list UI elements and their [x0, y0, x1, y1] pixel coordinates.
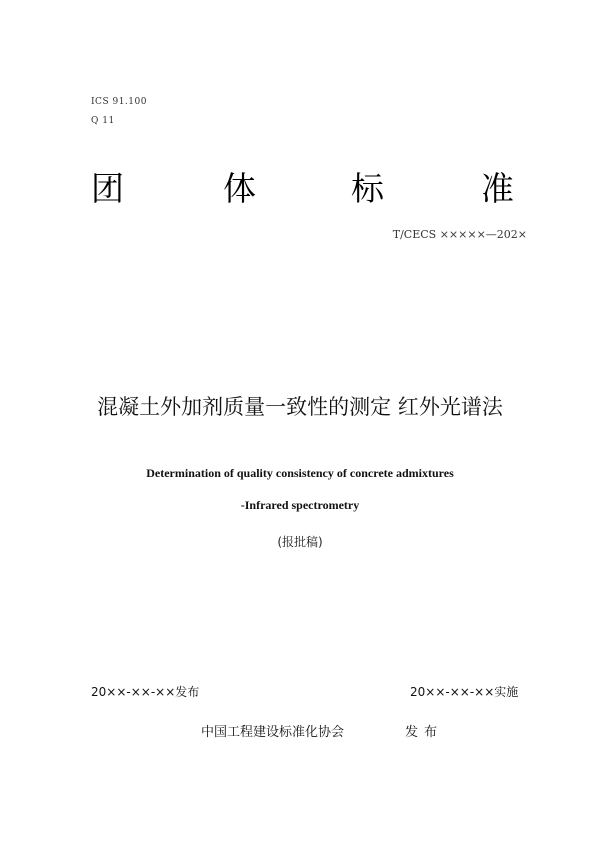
- title-char-2: 体: [223, 169, 256, 208]
- draft-label: (报批稿): [277, 535, 323, 549]
- ics-code: ICS 91.100: [91, 97, 147, 107]
- document-title-en-line2: -Infrared spectrometry: [240, 498, 360, 512]
- title-char-3: 标: [351, 169, 384, 208]
- publish-label: 发布: [405, 725, 444, 740]
- document-title-en-line1: Determination of quality consistency of concrete admixtures: [146, 466, 454, 480]
- implement-date: 20××-××-××实施: [410, 685, 519, 699]
- publisher-name: 中国工程建设标准化协会: [201, 725, 345, 740]
- standard-number: T/CECS ×××××—202×: [392, 228, 527, 241]
- publish-date: 20××-××-××发布: [91, 685, 200, 699]
- ccs-code: Q 11: [91, 116, 115, 126]
- document-title-zh: 混凝土外加剂质量一致性的测定 红外光谱法: [97, 395, 503, 419]
- title-char-1: 团: [91, 169, 124, 208]
- title-char-4: 准: [481, 169, 514, 208]
